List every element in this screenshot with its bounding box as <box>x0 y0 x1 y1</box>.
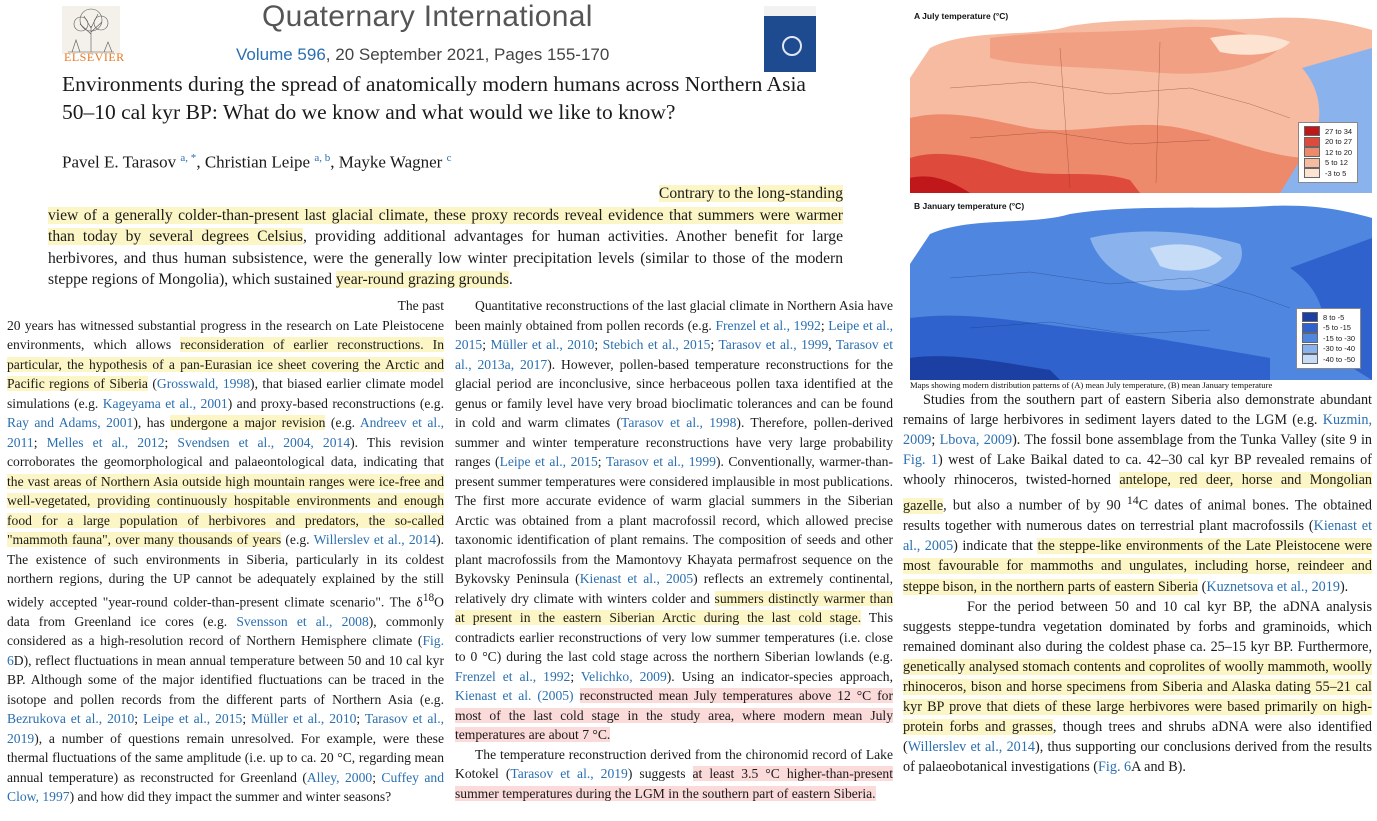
body-text: ). The fossil bone assemblage from the Tunka Valley (site 9 in <box>1012 432 1372 449</box>
citation-link[interactable]: Svendsen et al., 2004, 2014 <box>177 434 351 450</box>
legend-entry <box>1304 147 1352 158</box>
highlight-text: Contrary to the long-standing <box>658 185 843 202</box>
body-text: ( <box>147 376 157 391</box>
citation-link[interactable]: Kageyama et al., 2001 <box>102 395 228 411</box>
body-text <box>574 688 580 703</box>
body-text: This contradicts earlier reconstructions of very low summer temperatures (i.e. close to 0 °C) during the last cold stage across the northern Siberian lowlands (e.g. <box>455 610 893 664</box>
legend-swatch <box>1302 323 1318 333</box>
legend-entry <box>1302 312 1355 323</box>
issue-date-pages: , 20 September 2021, Pages 155-170 <box>325 45 610 64</box>
body-text: ) reflects an extremely continental, relatively dry climate with winters colder and <box>455 571 894 606</box>
body-text: ( <box>1198 578 1207 595</box>
citation-link[interactable]: Tarasov et al., 1999 <box>718 337 829 352</box>
legend-swatch <box>1302 333 1318 343</box>
body-text: ). Conventionally, warmer-than-present summer temperatures were considered implausible in most publications. The first more accurate evidence of warm glacial summers in the Siberian Arctic was obtained from a plant macrofossil record, which allowed precise taxonomic identification of plant remains. The composition of seeds and other plant macrofossils from the Mamontovy Khayata permafrost sequence on the Bykovsky Peninsula ( <box>455 454 894 586</box>
body-text: , <box>828 337 836 352</box>
figure-link[interactable]: Fig. 6 <box>1098 759 1132 776</box>
map-a-title: A July temperature (°C) <box>914 11 1009 21</box>
legend-swatch <box>1304 158 1320 168</box>
citation-link[interactable]: Melles et al., 2012 <box>46 434 165 450</box>
author-name[interactable]: Pavel E. Tarasov <box>62 152 177 172</box>
body-text: ; <box>820 317 829 333</box>
citation-link[interactable]: Müller et al., 2010 <box>490 337 595 352</box>
body-text: . <box>508 271 513 289</box>
legend-swatch <box>1302 312 1318 322</box>
publisher-name: ELSEVIER <box>64 50 125 64</box>
body-text: ; <box>33 434 47 450</box>
map-a-legend <box>1298 122 1358 183</box>
author-name[interactable]: Christian Leipe <box>204 152 311 172</box>
highlight-text-red: reconstructed mean July temperatures above 12 °C for most of the last cold stage in the study area, where modern mean July temperatures are about 7 °C. <box>455 688 893 742</box>
citation-link[interactable]: Tarasov et al., 2019 <box>510 766 628 781</box>
highlight-text: the steppe-like environments of the Late Pleistocene were most favourable for mammoths and ungulates, including horse, reindeer and steppe bison, in the northern parts of eastern Siberia <box>903 538 1372 595</box>
figure-caption: Maps showing modern distribution patterns of (A) mean July temperature, (B) mean January temperature <box>910 380 1273 390</box>
legend-label: 20 to 27 <box>1325 137 1353 147</box>
body-text: C dates of animal bones. The obtained results together with numerous dates on terrestrial plant macrofossils ( <box>903 498 1372 535</box>
citation-link[interactable]: Willerslev et al., 2014 <box>907 739 1035 756</box>
legend-label: -15 to -30 <box>1323 333 1356 343</box>
citation-link[interactable]: Tarasov et al., 1998 <box>621 415 737 430</box>
citation-link[interactable]: Lbova, 2009 <box>939 432 1013 449</box>
text-column-left <box>7 296 444 807</box>
legend-entry <box>1304 168 1352 179</box>
body-text: ; <box>931 432 940 449</box>
citation-link[interactable]: Bezrukova et al., 2010 <box>7 711 135 727</box>
body-text: ). This revision corroborates the geomorphological and palaeontological data, indicating that <box>7 434 444 469</box>
author-affiliation[interactable]: a, * <box>180 152 197 164</box>
body-text: ). Using an indicator-species approach, <box>666 668 894 684</box>
body-text: Studies from the southern part of eastern Siberia also demonstrate abundant remains of large herbivores in sediment layers dated to the LGM (e.g. <box>903 392 1372 429</box>
body-text: Quantitative reconstructions of the last glacial climate in Northern Asia have been mainly obtained from pollen records (e.g. <box>455 298 893 333</box>
map-b-legend <box>1296 308 1361 369</box>
body-text: ). However, pollen-based temperature reconstructions for the glacial period are inconclusive, since herbaceous pollen taxa identified at the genus or family level have very broad bioclimatic tolerances and can be found in cold and warm climates ( <box>455 356 893 430</box>
highlight-text-red: at least 3.5 °C higher-than-present summer temperatures during the LGM in the southern part of eastern Siberia. <box>455 766 893 801</box>
highlight-text: antelope, red deer, horse and Mongolian gazelle <box>903 472 1372 515</box>
legend-swatch <box>1304 168 1320 178</box>
journal-title[interactable]: Quaternary International <box>262 0 593 33</box>
body-text: ; <box>570 668 581 684</box>
citation-link[interactable]: Kienast et al., 2005 <box>903 518 1373 555</box>
body-text: D), reflect fluctuations in mean annual temperature between 50 and 10 cal kyr BP. Although some of the major identified fluctuations can be traced in the isotope and pollen records from the different parts of Northern Asia (e.g. <box>7 652 444 707</box>
highlight-text: reconsideration of earlier reconstructions. In particular, the hypothesis of a pan-Eurasian ice sheet covering the Arctic and Pacific regions of Siberia <box>7 337 444 391</box>
body-text: The temperature reconstruction derived from the chironomid record of Lake Kotokel ( <box>455 746 893 781</box>
body-text: ; <box>594 337 603 352</box>
body-text: ; <box>372 769 382 785</box>
body-text: ; <box>242 711 252 727</box>
legend-entry <box>1304 158 1352 169</box>
citation-link[interactable]: Cuffey and Clow, 1997 <box>7 769 444 805</box>
legend-swatch <box>1304 137 1320 147</box>
citation-link[interactable]: Alley, 2000 <box>306 769 373 785</box>
legend-swatch <box>1302 354 1318 364</box>
legend-swatch <box>1302 344 1318 354</box>
citation-link[interactable]: Willerslev et al., 2014 <box>313 532 437 547</box>
citation-link[interactable]: Kienast et al., 2005 <box>579 571 694 586</box>
legend-entry <box>1304 126 1352 137</box>
citation-link[interactable]: Kienast et al. (2005) <box>455 688 574 703</box>
body-text: The past <box>397 298 444 313</box>
body-text: ), has <box>133 415 171 430</box>
legend-swatch <box>1304 147 1320 157</box>
highlight-text: the vast areas of Northern Asia outside high mountain ranges were ice-free and well-vegetated, providing continuously hospitable environments and enough food for a large population of herbivores and predators, the so-called "mammoth fauna", over many thousands of years <box>7 473 444 547</box>
legend-label: 5 to 12 <box>1325 158 1348 168</box>
legend-swatch <box>1304 126 1320 136</box>
body-text: , though trees and shrubs aDNA were also identified ( <box>903 719 1373 756</box>
article-title: Environments during the spread of anatomically modern humans across Northern Asia 50–10 cal kyr BP: What do we know and what would we like to know? <box>62 72 806 124</box>
body-text: ). <box>1339 578 1349 595</box>
map-january-temperature <box>910 198 1372 380</box>
body-text: (e.g. <box>325 415 360 430</box>
legend-label: 27 to 34 <box>1325 126 1353 136</box>
citation-link[interactable]: Stebich et al., 2015 <box>602 337 711 352</box>
citation-link[interactable]: Ray and Adams, 2001 <box>7 415 134 430</box>
abstract-excerpt <box>48 183 843 291</box>
body-text: ), thus supporting our conclusions derived from the results of palaeobotanical investigations ( <box>903 739 1372 776</box>
map-july-temperature <box>910 8 1372 193</box>
citation-link[interactable]: Müller et al., 2010 <box>251 711 357 727</box>
body-text: ), a number of questions remain unresolved. For example, were these thermal fluctuations of the same amplitude (i.e. up to ca. 20 °C, regarding mean annual temperature) as reconstructed for Greenland ( <box>7 730 444 785</box>
body-text: (e.g. <box>281 532 314 547</box>
citation-link[interactable]: Frenzel et al., 1992 <box>715 317 821 333</box>
isotope-superscript: 14 <box>1126 493 1139 508</box>
body-text: For the period between 50 and 10 cal kyr BP, the aDNA analysis suggests steppe-tundra vegetation dominated by forbs and graminoids, which remained dominant also during the coldest phase ca. 25–15 kyr BP. Furthermore, <box>903 598 1372 655</box>
body-text: ; <box>134 711 143 727</box>
volume-info <box>236 45 609 65</box>
legend-label: -40 to -50 <box>1323 354 1356 364</box>
citation-link[interactable]: Andreev et al., 2011 <box>7 415 444 450</box>
body-text: ), commonly considered as a high-resolution record of Northern Hemisphere climate ( <box>7 613 444 649</box>
legend-label: 12 to 20 <box>1325 147 1353 157</box>
body-text: ). The existence of such environments in Siberia, particularly in its coldest northern regions, during the UP cannot be adequately explained by the still widely accepted "year-round colder-than-present climate scenario". The δ <box>7 532 445 610</box>
legend-entry <box>1302 344 1355 355</box>
citation-link[interactable]: Tarasov et al., 2013a, 2017 <box>455 337 893 372</box>
body-text: ). Therefore, pollen-derived summer and winter temperature reconstructions have very large probability ranges ( <box>455 415 893 469</box>
journal-cover-image[interactable] <box>764 6 816 72</box>
isotope-superscript: 18 <box>422 591 435 604</box>
body-text: ) indicate that <box>953 538 1038 555</box>
citation-link[interactable]: Svensson et al., 2008 <box>236 613 369 629</box>
body-text: , providing additional advantages for human activities. Another benefit for large herbivores, and thus human subsistence, were the generally low winter precipitation levels (similar to those of the modern steppe regions of Mongolia), which sustained <box>48 228 843 289</box>
citation-link[interactable]: Grosswald, 1998 <box>156 376 251 391</box>
map-b-title: B January temperature (°C) <box>914 201 1025 211</box>
body-text: ; <box>164 434 178 450</box>
body-text: ; <box>710 337 719 352</box>
legend-label: -30 to -40 <box>1323 344 1356 354</box>
figure-link[interactable]: Fig. 6 <box>7 633 444 668</box>
highlight-text: summers distinctly warmer than at present in the eastern Siberian Arctic during the last cold stage. <box>455 590 893 625</box>
legend-label: -5 to -15 <box>1323 323 1351 333</box>
body-text: ) suggests <box>627 766 693 781</box>
cover-emblem-icon <box>782 36 802 56</box>
cover-top-band <box>764 6 816 16</box>
figure-link[interactable]: Fig. 1 <box>903 452 938 469</box>
body-text: ) and proxy-based reconstructions (e.g. <box>227 395 444 411</box>
author-affiliation[interactable]: a, b <box>314 152 331 164</box>
highlight-text: undergone a major revision <box>170 415 326 430</box>
citation-link[interactable]: Leipe et al., 2015 <box>142 711 243 727</box>
author-list: Pavel E. Tarasov $^{a, *}$, Christian Leipe $^{a, b}$, Mayke Wagner $^c$ <box>62 152 452 172</box>
body-text: ) and how did they impact the summer and winter seasons? <box>69 789 392 805</box>
citation-link[interactable]: Kuzmin, 2009 <box>903 412 1372 449</box>
author-name[interactable]: Mayke Wagner <box>338 152 443 172</box>
body-text: O data from Greenland ice cores (e.g. <box>7 594 444 629</box>
body-text: ) west of Lake Baikal dated to ca. 42–30 cal kyr BP revealed remains of whooly rhinoceros, twisted-horned <box>903 452 1372 489</box>
citation-link[interactable]: Tarasov et al., 1999 <box>605 454 716 469</box>
text-column-right <box>903 390 1372 778</box>
text-column-middle <box>455 296 893 803</box>
volume-link[interactable]: Volume 596 <box>236 45 326 64</box>
body-text: ; <box>482 337 491 352</box>
body-text: ), that biased earlier climate model simulations (e.g. <box>7 376 444 411</box>
legend-label: -3 to 5 <box>1325 168 1347 178</box>
highlight-text: genetically analysed stomach contents and coprolites of woolly mammoth, woolly rhinoceros, bison and horse specimens from Siberia and Alaska dating 55–21 cal kyr BP prove that diets of these large herbivores were based primarily on high-protein forbs and grasses <box>903 658 1372 736</box>
legend-label: 8 to -5 <box>1323 312 1345 322</box>
citation-link[interactable]: Leipe et al., 2015 <box>499 454 598 469</box>
citation-link[interactable]: Velichko, 2009 <box>580 668 667 684</box>
citation-link[interactable]: Kuznetsova et al., 2019 <box>1206 578 1340 595</box>
citation-link[interactable]: Leipe et al., 2015 <box>455 317 893 352</box>
legend-entry <box>1302 323 1355 334</box>
legend-entry <box>1302 354 1355 365</box>
citation-link[interactable]: Tarasov et al., 2019 <box>7 711 444 746</box>
body-text: 20 years has witnessed substantial progress in the research on Late Pleistocene environments, which allows <box>7 317 444 352</box>
body-text: A and B). <box>1131 759 1186 776</box>
citation-link[interactable]: Frenzel et al., 1992 <box>455 668 571 684</box>
legend-entry <box>1302 333 1355 344</box>
author-affiliation[interactable]: c <box>446 152 452 164</box>
body-text: ; <box>597 454 606 469</box>
highlight-text: year-round grazing grounds <box>336 271 509 289</box>
legend-entry <box>1304 137 1352 148</box>
body-text: ; <box>356 711 365 727</box>
highlight-text: view of a generally colder-than-present last glacial climate, these proxy records reveal evidence that summers were warmer than today by several degrees Celsius <box>48 206 843 246</box>
body-text: , but also a number of by 90 <box>943 498 1127 515</box>
